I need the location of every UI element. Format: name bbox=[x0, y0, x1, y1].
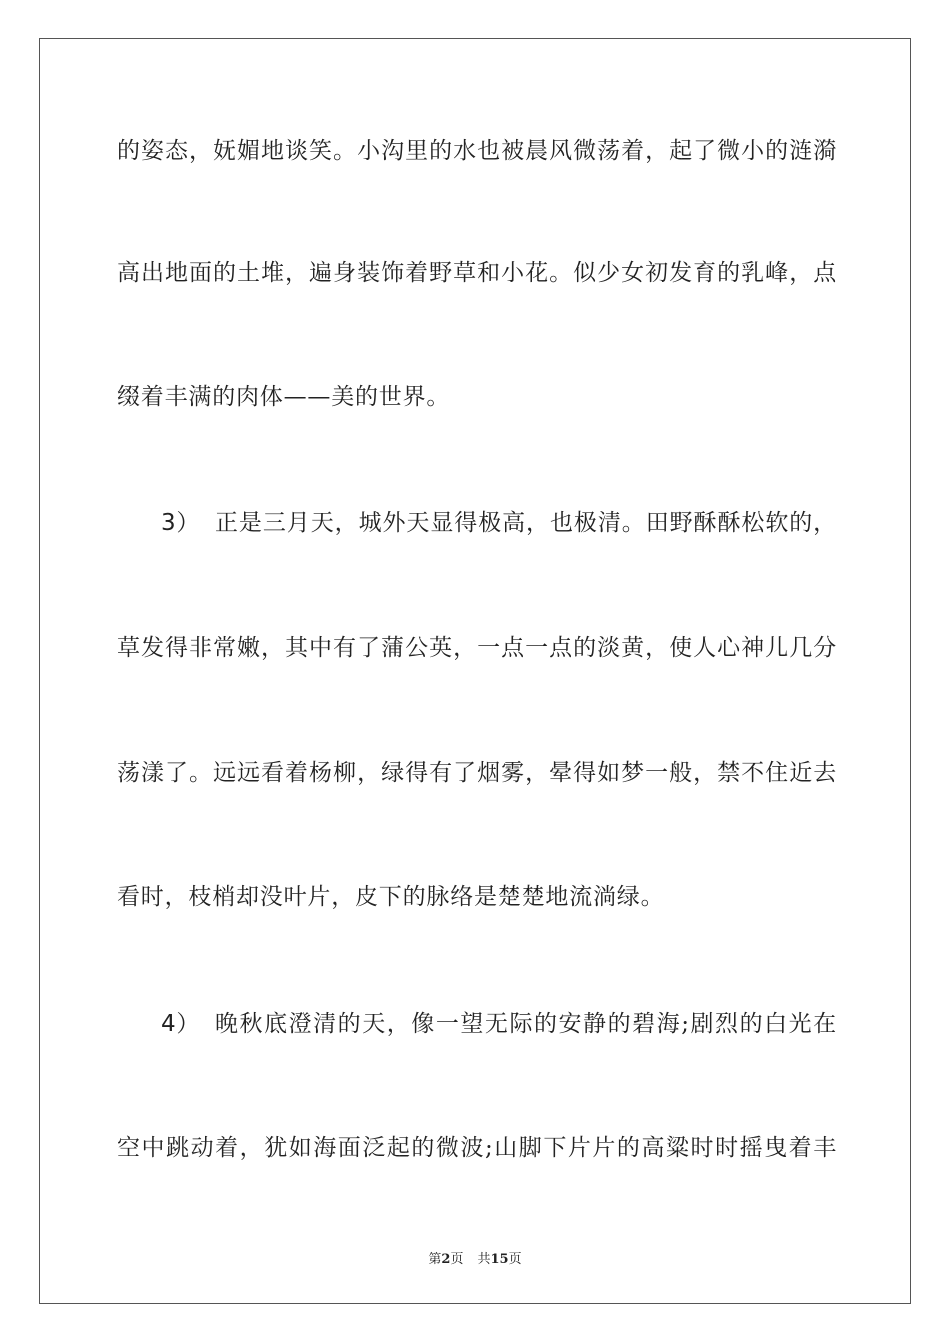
total-pages-number: 15 bbox=[490, 1252, 509, 1267]
paragraph-line-3: 缀着丰满的肉体——美的世界。 bbox=[117, 384, 451, 410]
list-item-number: 3） bbox=[161, 510, 201, 536]
paragraph-line-1: 的姿态，妩媚地谈笑。小沟里的水也被晨风微荡着，起了微小的涟漪 bbox=[117, 138, 837, 164]
list-item-number: 4） bbox=[161, 1011, 201, 1037]
paragraph-line-6: 看时，枝梢却没叶片，皮下的脉络是楚楚地流淌绿。 bbox=[117, 884, 665, 910]
list-item-text: 正是三月天，城外天显得极高，也极清。田野酥酥松软的， bbox=[215, 510, 837, 536]
footer-total-suffix: 页 bbox=[508, 1252, 522, 1267]
footer-page-suffix: 页 bbox=[450, 1252, 464, 1267]
list-item-3 bbox=[117, 508, 837, 538]
paragraph-line-7: 空中跳动着，犹如海面泛起的微波;山脚下片片的高粱时时摇曳着丰 bbox=[117, 1135, 837, 1161]
paragraph-line-5: 荡漾了。远远看着杨柳，绿得有了烟雾，晕得如梦一般，禁不住近去 bbox=[117, 760, 837, 786]
paragraph-line-2: 高出地面的土堆，遍身装饰着野草和小花。似少女初发育的乳峰，点 bbox=[117, 260, 837, 286]
paragraph-line-4: 草发得非常嫩，其中有了蒲公英，一点一点的淡黄，使人心神儿几分 bbox=[117, 635, 837, 661]
page-border bbox=[39, 38, 911, 1304]
list-item-4 bbox=[117, 1009, 837, 1039]
footer-total-prefix: 共 bbox=[477, 1252, 491, 1267]
footer-prefix: 第 bbox=[428, 1252, 442, 1267]
page-footer bbox=[0, 1248, 950, 1267]
list-item-text: 晚秋底澄清的天，像一望无际的安静的碧海;剧烈的白光在 bbox=[215, 1011, 837, 1037]
current-page-number: 2 bbox=[441, 1252, 451, 1267]
